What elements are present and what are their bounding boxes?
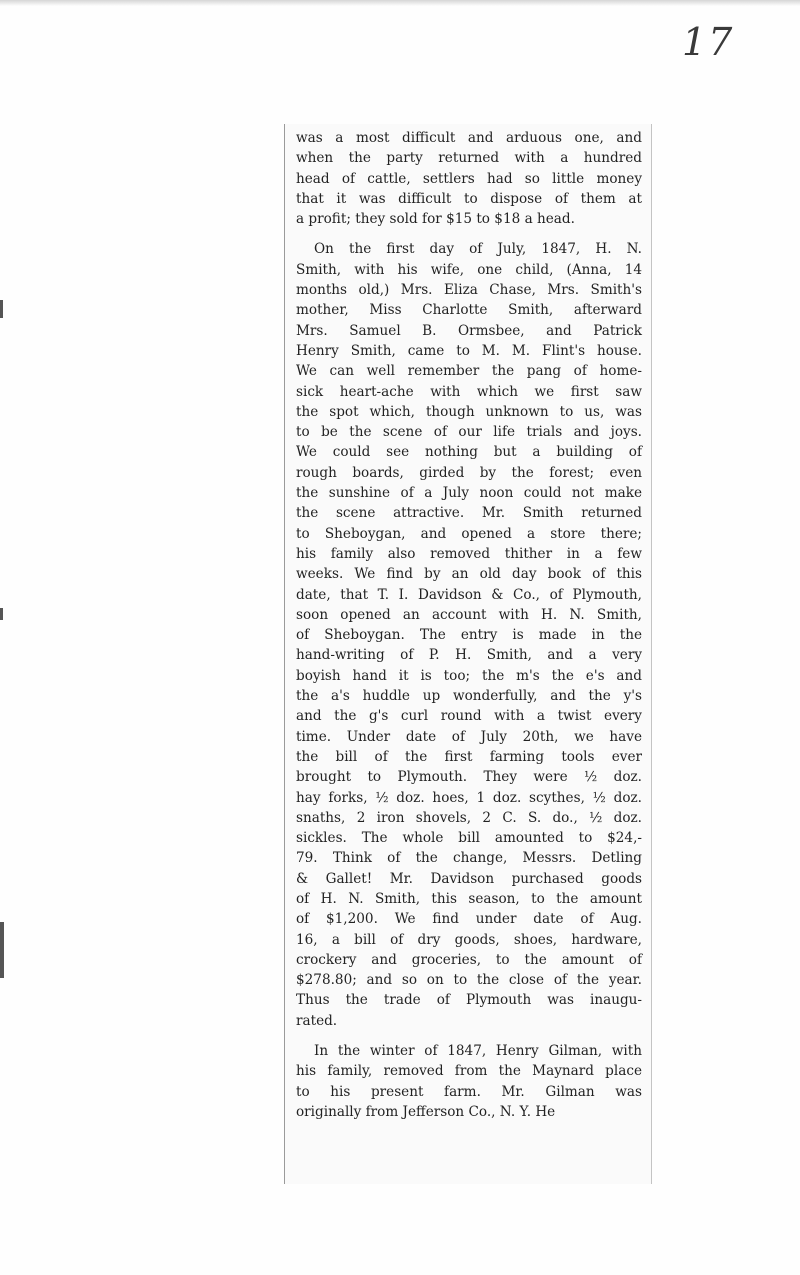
text-line: soon opened an account with H. N. Smith,	[296, 606, 642, 623]
text-line: that it was difficult to dispose of them at	[296, 190, 642, 207]
text-line: a profit; they sold for $15 to $18 a head.	[296, 211, 575, 228]
scan-top-edge	[0, 0, 800, 6]
text-line: of H. N. Smith, this season, to the amount	[296, 890, 642, 907]
text-line: to Sheboygan, and opened a store there;	[296, 525, 642, 542]
text-line: Thus the trade of Plymouth was inaugu-	[296, 992, 642, 1009]
text-line: On the first day of July, 1847, H. N.	[314, 241, 642, 258]
text-line: was a most difficult and arduous one, and	[296, 130, 642, 146]
text-line: $278.80; and so on to the close of the year.	[296, 972, 642, 989]
article-paragraph	[296, 1041, 642, 1122]
text-line: sick heart-ache with which we first saw	[296, 383, 642, 400]
text-line: In the winter of 1847, Henry Gilman, with	[314, 1043, 642, 1060]
paragraph-gap	[296, 229, 642, 239]
text-line: & Gallet! Mr. Davidson purchased goods	[296, 870, 642, 887]
text-line: to be the scene of our life trials and joys.	[296, 424, 642, 441]
binding-mark-middle	[0, 608, 3, 620]
page-number: 17	[682, 20, 735, 64]
text-line: of $1,200. We find under date of Aug.	[296, 911, 642, 928]
text-line: hand-writing of P. H. Smith, and a very	[296, 647, 642, 664]
text-line: the a's huddle up wonderfully, and the y's	[296, 688, 642, 705]
text-line: his family, removed from the Maynard place	[296, 1063, 642, 1080]
text-line: boyish hand it is too; the m's the e's and	[296, 667, 642, 684]
text-line: to his present farm. Mr. Gilman was	[296, 1083, 642, 1100]
text-line: weeks. We find by an old day book of this	[296, 566, 642, 583]
text-line: originally from Jefferson Co., N. Y. He	[296, 1103, 556, 1120]
binding-mark-top	[0, 300, 3, 318]
text-line: head of cattle, settlers had so little money	[296, 170, 642, 187]
article-paragraph	[296, 239, 642, 1031]
text-line: 79. Think of the change, Messrs. Detling	[296, 850, 642, 867]
text-line: the spot which, though unknown to us, was	[296, 403, 642, 420]
binding-mark-bottom	[0, 922, 4, 978]
text-line: snaths, 2 iron shovels, 2 C. S. do., ½ doz.	[296, 809, 642, 826]
article-column	[296, 128, 642, 1122]
text-line: rough boards, girded by the forest; even	[296, 464, 642, 481]
article-paragraph	[296, 128, 642, 229]
text-line: date, that T. I. Davidson & Co., of Plymouth,	[296, 586, 642, 603]
text-line: the sunshine of a July noon could not make	[296, 485, 642, 502]
text-line: when the party returned with a hundred	[296, 150, 642, 167]
paragraph-gap	[296, 1031, 642, 1041]
text-line: time. Under date of July 20th, we have	[296, 728, 642, 745]
text-line: mother, Miss Charlotte Smith, afterward	[296, 302, 642, 319]
text-line: 16, a bill of dry goods, shoes, hardware,	[296, 931, 642, 948]
text-line: the scene attractive. Mr. Smith returned	[296, 505, 642, 522]
text-line: the bill of the first farming tools ever	[296, 748, 642, 765]
text-line: hay forks, ½ doz. hoes, 1 doz. scythes, ½ doz.	[296, 789, 642, 806]
text-line: sickles. The whole bill amounted to $24,-	[296, 830, 642, 847]
text-line: his family also removed thither in a few	[296, 545, 642, 562]
text-line: and the g's curl round with a twist every	[296, 708, 642, 725]
text-line: Mrs. Samuel B. Ormsbee, and Patrick	[296, 322, 642, 339]
text-line: crockery and groceries, to the amount of	[296, 951, 642, 968]
text-line: rated.	[296, 1012, 338, 1029]
text-line: Smith, with his wife, one child, (Anna, 14	[296, 261, 642, 278]
text-line: We could see nothing but a building of	[296, 444, 642, 461]
text-line: Henry Smith, came to M. M. Flint's house.	[296, 342, 642, 359]
text-line: brought to Plymouth. They were ½ doz.	[296, 769, 642, 786]
text-line: of Sheboygan. The entry is made in the	[296, 627, 642, 644]
text-line: months old,) Mrs. Eliza Chase, Mrs. Smith's	[296, 282, 642, 299]
text-line: We can well remember the pang of home-	[296, 363, 642, 380]
